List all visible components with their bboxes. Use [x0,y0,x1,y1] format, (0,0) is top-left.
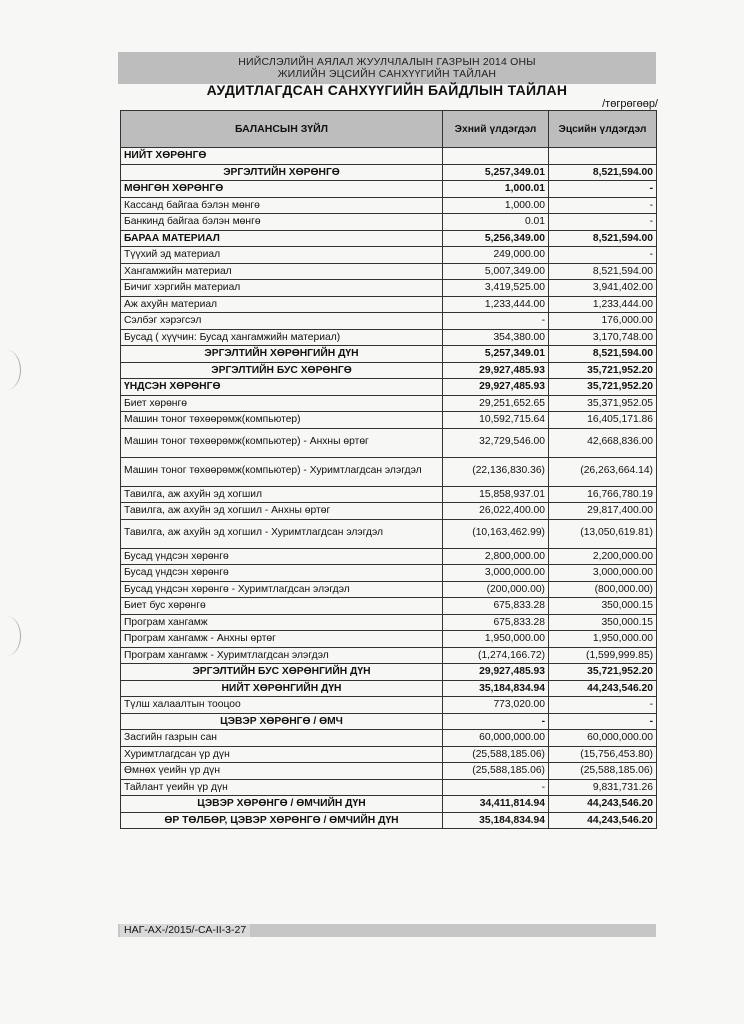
row-label: Кассанд байгаа бэлэн мөнгө [121,197,443,214]
start-balance-cell: 1,000.01 [443,181,549,198]
row-label: Сэлбэг хэрэгсэл [121,313,443,330]
balance-sheet-table [120,110,657,829]
table-row [121,457,657,486]
table-row [121,197,657,214]
col-header-end: Эцсийн үлдэгдэл [549,111,657,148]
row-label: Хуримтлагдсан үр дүн [121,746,443,763]
row-label: НИЙТ ХӨРӨНГИЙН ДҮН [121,680,443,697]
end-balance-cell: (800,000.00) [549,581,657,598]
start-balance-cell: 34,411,814.94 [443,796,549,813]
end-balance-cell [549,148,657,165]
end-balance-cell: (13,050,619.81) [549,519,657,548]
table-row [121,812,657,829]
start-balance-cell: (10,163,462.99) [443,519,549,548]
header-line-1: НИЙСЛЭЛИЙН АЯЛАЛ ЖУУЛЧЛАЛЫН ГАЗРЫН 2014 ОНЫ [238,56,536,68]
end-balance-cell: 8,521,594.00 [549,263,657,280]
table-row [121,503,657,520]
end-balance-cell: - [549,247,657,264]
end-balance-cell: (1,599,999.85) [549,647,657,664]
start-balance-cell: 29,927,485.93 [443,664,549,681]
start-balance-cell: 675,833.28 [443,614,549,631]
report-header-band [118,52,656,84]
row-label: ЭРГЭЛТИЙН ХӨРӨНГӨ [121,164,443,181]
start-balance-cell: 5,257,349.01 [443,346,549,363]
end-balance-cell: 176,000.00 [549,313,657,330]
table-row [121,565,657,582]
table-row [121,412,657,429]
start-balance-cell: 35,184,834.94 [443,680,549,697]
col-header-start: Эхний үлдэгдэл [443,111,549,148]
row-label: Өмнөх үеийн үр дүн [121,763,443,780]
start-balance-cell: 0.01 [443,214,549,231]
end-balance-cell: 350,000.15 [549,614,657,631]
end-balance-cell: 35,371,952.05 [549,395,657,412]
end-balance-cell: 16,405,171.86 [549,412,657,429]
end-balance-cell: 44,243,546.20 [549,812,657,829]
table-row [121,647,657,664]
start-balance-cell [443,148,549,165]
start-balance-cell: 10,592,715.64 [443,412,549,429]
table-row [121,296,657,313]
table-row [121,796,657,813]
row-label: Бусад ( хүүчин: Бусад хангамжийн материал) [121,329,443,346]
start-balance-cell: - [443,713,549,730]
end-balance-cell: 1,233,444.00 [549,296,657,313]
start-balance-cell: 354,380.00 [443,329,549,346]
end-balance-cell: 2,200,000.00 [549,548,657,565]
table-row [121,598,657,615]
row-label: Машин тоног төхөөрөмж(компьютер) [121,412,443,429]
row-label: Засгийн газрын сан [121,730,443,747]
table-row [121,263,657,280]
table-row [121,148,657,165]
start-balance-cell: (1,274,166.72) [443,647,549,664]
table-row [121,428,657,457]
start-balance-cell: - [443,313,549,330]
table-row [121,631,657,648]
end-balance-cell: 44,243,546.20 [549,796,657,813]
end-balance-cell: (15,756,453.80) [549,746,657,763]
row-label: Банкинд байгаа бэлэн мөнгө [121,214,443,231]
row-label: ЭРГЭЛТИЙН ХӨРӨНГИЙН ДҮН [121,346,443,363]
end-balance-cell: 3,170,748.00 [549,329,657,346]
row-label: Тавилга, аж ахуйн эд хогшил [121,486,443,503]
row-label: Тайлант үеийн үр дүн [121,779,443,796]
end-balance-cell: 1,950,000.00 [549,631,657,648]
end-balance-cell: 8,521,594.00 [549,230,657,247]
end-balance-cell: 60,000,000.00 [549,730,657,747]
row-label: ҮНДСЭН ХӨРӨНГӨ [121,379,443,396]
start-balance-cell: 5,256,349.00 [443,230,549,247]
table-header-row [121,111,657,148]
start-balance-cell: 1,233,444.00 [443,296,549,313]
start-balance-cell: 675,833.28 [443,598,549,615]
start-balance-cell: 3,000,000.00 [443,565,549,582]
table-row [121,581,657,598]
table-row [121,230,657,247]
currency-unit: /төгрөгөөр/ [602,98,658,110]
row-label: Биет хөрөнгө [121,395,443,412]
start-balance-cell: (22,136,830.36) [443,457,549,486]
header-line-2: ЖИЛИЙН ЭЦСИЙН САНХҮҮГИЙН ТАЙЛАН [277,68,497,80]
start-balance-cell: 3,419,525.00 [443,280,549,297]
end-balance-cell: 3,941,402.00 [549,280,657,297]
start-balance-cell: 15,858,937.01 [443,486,549,503]
col-header-item: БАЛАНСЫН ЗҮЙЛ [121,111,443,148]
start-balance-cell: 1,950,000.00 [443,631,549,648]
table-row [121,164,657,181]
start-balance-cell: 29,251,652.65 [443,395,549,412]
end-balance-cell: (26,263,664.14) [549,457,657,486]
end-balance-cell: 29,817,400.00 [549,503,657,520]
row-label: Түлш халаалтын тооцоо [121,697,443,714]
end-balance-cell: - [549,181,657,198]
table-row [121,329,657,346]
table-row [121,362,657,379]
start-balance-cell: 5,007,349.00 [443,263,549,280]
start-balance-cell: 29,927,485.93 [443,379,549,396]
end-balance-cell: 16,766,780.19 [549,486,657,503]
row-label: ЦЭВЭР ХӨРӨНГӨ / ӨМЧИЙН ДҮН [121,796,443,813]
row-label: Програм хангамж - Анхны өртөг [121,631,443,648]
table-row [121,746,657,763]
end-balance-cell: 8,521,594.00 [549,346,657,363]
start-balance-cell: 35,184,834.94 [443,812,549,829]
row-label: ЭРГЭЛТИЙН БУС ХӨРӨНГӨ [121,362,443,379]
row-label: ЭРГЭЛТИЙН БУС ХӨРӨНГИЙН ДҮН [121,664,443,681]
end-balance-cell: (25,588,185.06) [549,763,657,780]
table-row [121,614,657,631]
table-row [121,697,657,714]
row-label: Биет бус хөрөнгө [121,598,443,615]
table-row [121,730,657,747]
table-row [121,486,657,503]
table-row [121,395,657,412]
row-label: НИЙТ ХӨРӨНГӨ [121,148,443,165]
table-row [121,713,657,730]
table-row [121,664,657,681]
row-label: Хангамжийн материал [121,263,443,280]
start-balance-cell: (25,588,185.06) [443,746,549,763]
end-balance-cell: - [549,713,657,730]
row-label: Тавилга, аж ахуйн эд хогшил - Анхны өртөг [121,503,443,520]
end-balance-cell: - [549,697,657,714]
row-label: Аж ахуйн материал [121,296,443,313]
table-row [121,779,657,796]
row-label: Програм хангамж [121,614,443,631]
table-row [121,680,657,697]
start-balance-cell: 2,800,000.00 [443,548,549,565]
table-row [121,519,657,548]
punch-hole-mark [0,350,21,390]
start-balance-cell: 60,000,000.00 [443,730,549,747]
table-row [121,181,657,198]
start-balance-cell: 5,257,349.01 [443,164,549,181]
start-balance-cell: 32,729,546.00 [443,428,549,457]
start-balance-cell: 773,020.00 [443,697,549,714]
start-balance-cell: (25,588,185.06) [443,763,549,780]
row-label: БАРАА МАТЕРИАЛ [121,230,443,247]
end-balance-cell: 350,000.15 [549,598,657,615]
table-row [121,313,657,330]
report-title: АУДИТЛАГДСАН САНХҮҮГИЙН БАЙДЛЫН ТАЙЛАН [206,82,568,98]
start-balance-cell: 249,000.00 [443,247,549,264]
end-balance-cell: - [549,214,657,231]
row-label: Бусад үндсэн хөрөнгө [121,548,443,565]
end-balance-cell: 3,000,000.00 [549,565,657,582]
row-label: МӨНГӨН ХӨРӨНГӨ [121,181,443,198]
end-balance-cell: 42,668,836.00 [549,428,657,457]
end-balance-cell: - [549,197,657,214]
document-code: НАГ-АХ-/2015/-СА-II-3-27 [120,924,250,937]
row-label: Түүхий эд материал [121,247,443,264]
table-row [121,247,657,264]
row-label: Бичиг хэргийн материал [121,280,443,297]
end-balance-cell: 35,721,952.20 [549,362,657,379]
table-row [121,214,657,231]
end-balance-cell: 8,521,594.00 [549,164,657,181]
row-label: ЦЭВЭР ХӨРӨНГӨ / ӨМЧ [121,713,443,730]
end-balance-cell: 35,721,952.20 [549,664,657,681]
punch-hole-mark [0,616,21,656]
start-balance-cell: (200,000.00) [443,581,549,598]
row-label: Машин тоног төхөөрөмж(компьютер) - Анхны өртөг [121,428,443,457]
end-balance-cell: 35,721,952.20 [549,379,657,396]
row-label: Бусад үндсэн хөрөнгө - Хуримтлагдсан элэгдэл [121,581,443,598]
start-balance-cell: 26,022,400.00 [443,503,549,520]
row-label: Машин тоног төхөөрөмж(компьютер) - Хуримтлагдсан элэгдэл [121,457,443,486]
row-label: Програм хангамж - Хуримтлагдсан элэгдэл [121,647,443,664]
end-balance-cell: 9,831,731.26 [549,779,657,796]
end-balance-cell: 44,243,546.20 [549,680,657,697]
row-label: Бусад үндсэн хөрөнгө [121,565,443,582]
row-label: Тавилга, аж ахуйн эд хогшил - Хуримтлагдсан элэгдэл [121,519,443,548]
table-row [121,280,657,297]
start-balance-cell: 29,927,485.93 [443,362,549,379]
table-row [121,346,657,363]
table-row [121,763,657,780]
start-balance-cell: - [443,779,549,796]
table-row [121,548,657,565]
row-label: ӨР ТӨЛБӨР, ЦЭВЭР ХӨРӨНГӨ / ӨМЧИЙН ДҮН [121,812,443,829]
table-row [121,379,657,396]
start-balance-cell: 1,000.00 [443,197,549,214]
